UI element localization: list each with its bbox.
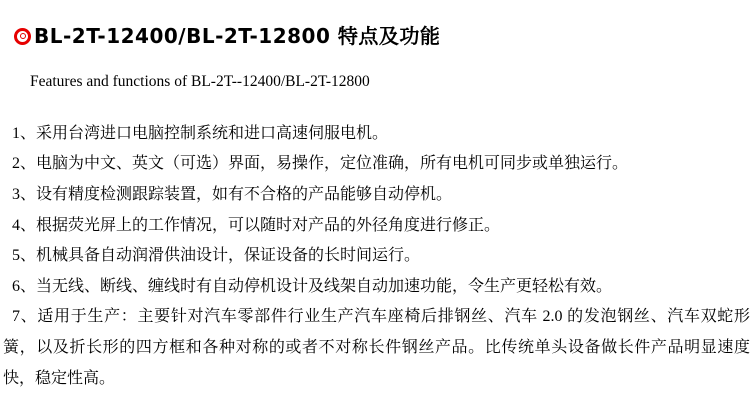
feature-list bbox=[0, 119, 755, 394]
feature-item-7: 7、适用于生产：主要针对汽车零部件行业生产汽车座椅后排钢丝、汽车 2.0 的发泡钢丝、汽车双蛇形簧，以及折长形的四方框和各种对称的或者不对称长件钢丝产品。比传统单头设备做长件产品明显速度快，稳定性高。 bbox=[3, 308, 750, 387]
red-bullseye-inner-ring bbox=[20, 33, 26, 39]
page-subtitle: Features and functions of BL-2T--12400/BL-2T-12800 bbox=[30, 72, 370, 90]
feature-item-4: 4、根据荧光屏上的工作情况，可以随时对产品的外径角度进行修正。 bbox=[12, 216, 501, 234]
feature-item-5: 5、机械具备自动润滑供油设计，保证设备的长时间运行。 bbox=[12, 247, 421, 265]
page-header bbox=[0, 0, 755, 61]
feature-item-6: 6、当无线、断线、缠线时有自动停机设计及线架自动加速功能，令生产更轻松有效。 bbox=[12, 277, 613, 295]
feature-item-1: 1、采用台湾进口电脑控制系统和进口高速伺服电机。 bbox=[12, 124, 389, 142]
feature-item-2: 2、电脑为中文、英文（可选）界面，易操作，定位准确，所有电机可同步或单独运行。 bbox=[12, 155, 629, 173]
page-title: BL-2T-12400/BL-2T-12800 特点及功能 bbox=[34, 24, 441, 49]
feature-item-3: 3、设有精度检测跟踪装置，如有不合格的产品能够自动停机。 bbox=[12, 185, 453, 203]
red-bullseye-icon bbox=[14, 28, 31, 45]
